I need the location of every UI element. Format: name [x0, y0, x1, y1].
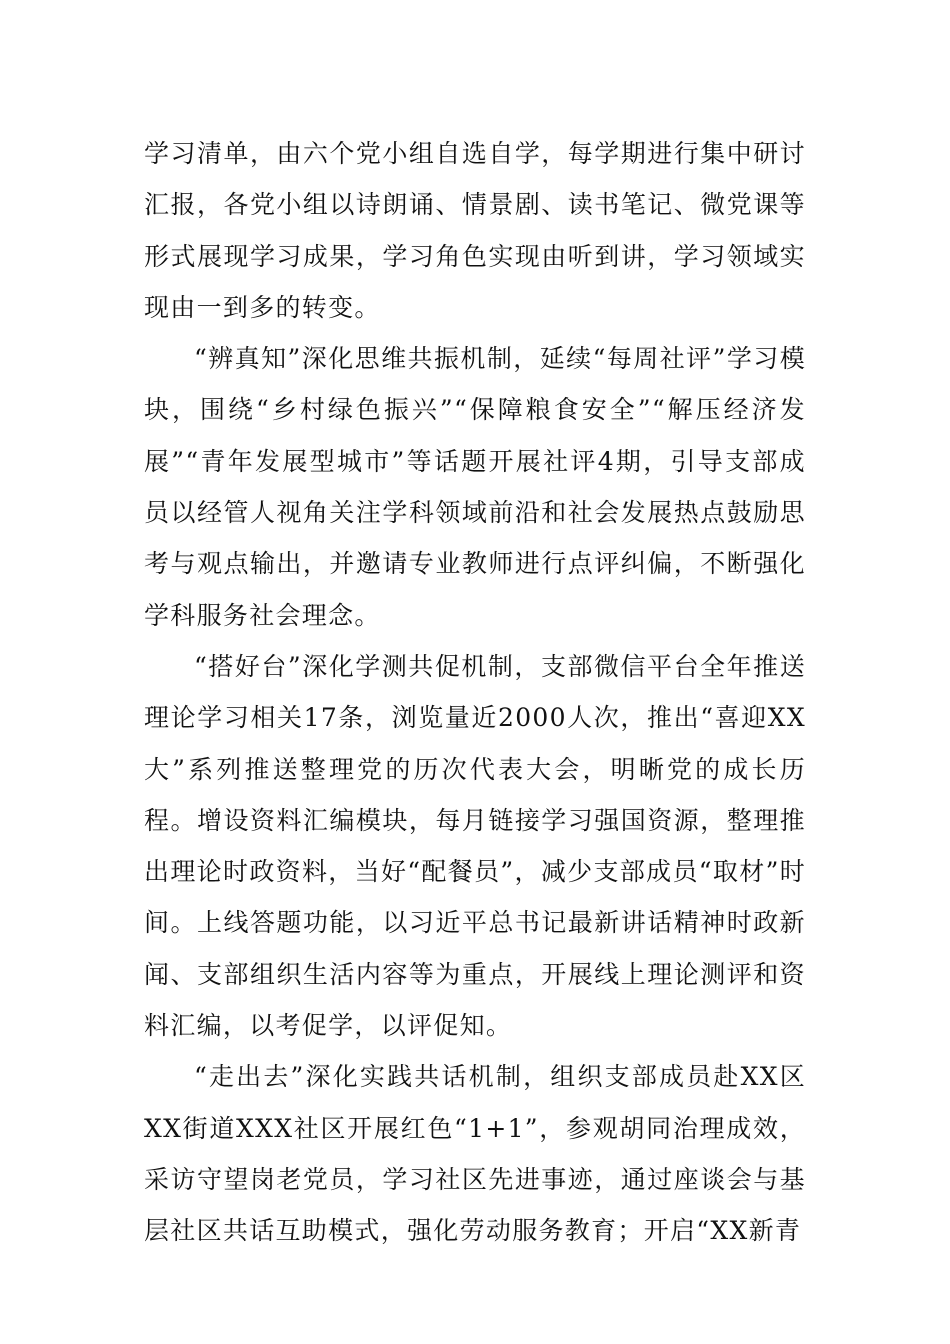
paragraph-continued: 学习清单，由六个党小组自选自学，每学期进行集中研讨汇报，各党小组以诗朗诵、情景剧、读书笔记、微党课等形式展现学习成果，学习角色实现由听到讲，学习领域实现由一到多的转变。	[144, 139, 806, 322]
paragraph-bianzhenzhi: “辨真知”深化思维共振机制，延续“每周社评”学习模块，围绕“乡村绿色振兴”“保障粮食安全”“解压经济发展”“青年发展型城市”等话题开展社评4期，引导支部成员以经管人视角关注学科领域前沿和社会发展热点鼓励思考与观点输出，并邀请专业教师进行点评纠偏，不断强化学科服务社会理念。	[144, 344, 806, 630]
paragraph-zouchuqu: “走出去”深化实践共话机制，组织支部成员赴XX区XX街道XXX社区开展红色“1+1”，参观胡同治理成效，采访守望岗老党员，学习社区先进事迹，通过座谈会与基层社区共话互助模式，强化劳动服务教育；开启“XX新青	[144, 1062, 806, 1246]
document-body	[144, 128, 806, 1257]
paragraph-dahaotai: “搭好台”深化学测共促机制，支部微信平台全年推送理论学习相关17条，浏览量近2000人次，推出“喜迎XX大”系列推送整理党的历次代表大会，明晰党的成长历程。增设资料汇编模块，每月链接学习强国资源，整理推出理论时政资料，当好“配餐员”，减少支部成员“取材”时间。上线答题功能，以习近平总书记最新讲话精神时政新闻、支部组织生活内容等为重点，开展线上理论测评和资料汇编，以考促学，以评促知。	[144, 651, 806, 1041]
